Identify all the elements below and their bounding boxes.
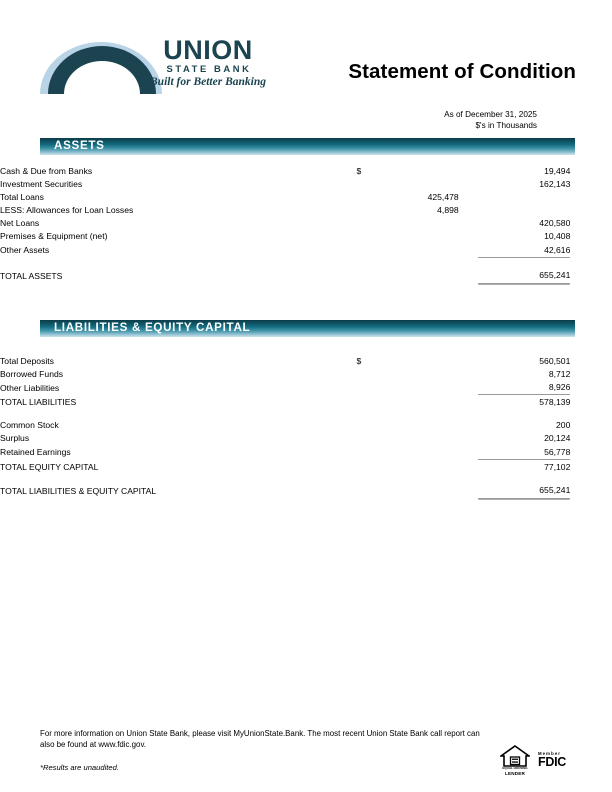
table-row (0, 217, 612, 230)
row-tail (570, 269, 612, 284)
subtotal-amount: 77,102 (478, 459, 571, 474)
currency-symbol (357, 269, 374, 284)
currency-symbol (357, 230, 374, 243)
column-gap (459, 459, 478, 474)
row-tail (570, 204, 612, 217)
currency-symbol: $ (356, 356, 362, 366)
row-label: Retained Earnings (0, 447, 71, 458)
subtotal-amount: 578,139 (478, 395, 571, 410)
row-label: Other Liabilities (0, 382, 60, 393)
row-subvalue (373, 244, 459, 258)
spacer (570, 474, 612, 484)
column-gap (459, 419, 478, 432)
currency-symbol (357, 381, 374, 395)
column-gap (459, 395, 478, 410)
row-amount: 420,580 (539, 218, 571, 229)
currency-symbol (357, 368, 374, 381)
spacer (478, 409, 571, 419)
logo-tagline: Built for Better Banking (150, 76, 266, 88)
row-label: Net Loans (0, 218, 40, 229)
row-label: Other Assets (0, 245, 50, 256)
bank-logo (40, 34, 272, 98)
currency-symbol (357, 459, 374, 474)
row-subvalue (373, 230, 459, 243)
spacer (0, 474, 357, 484)
column-gap (459, 368, 478, 381)
column-gap (459, 191, 478, 204)
subtotal-label: TOTAL EQUITY CAPITAL (0, 461, 99, 472)
footer-disclosure: For more information on Union State Bank, please visit MyUnionState.Bank. The most recent Union State Bank call report can also be found at www.fdic.gov. (40, 729, 480, 749)
section-spacer (0, 474, 612, 484)
row-tail (570, 419, 612, 432)
row-tail (570, 217, 612, 230)
page-title: Statement of Condition (348, 60, 576, 83)
row-label: LESS: Allowances for Loan Losses (0, 205, 134, 216)
row-label: Cash & Due from Banks (0, 166, 93, 176)
row-tail (570, 244, 612, 258)
column-gap (459, 269, 478, 284)
section-label-assets: ASSETS (54, 139, 105, 152)
currency-symbol (357, 395, 374, 410)
row-subvalue: 425,478 (427, 192, 459, 203)
column-gap (459, 446, 478, 460)
spacer (357, 474, 374, 484)
row-amount: 8,712 (548, 369, 571, 380)
table-row (0, 230, 612, 243)
currency-symbol (357, 204, 374, 217)
row-amount: 10,408 (544, 231, 571, 242)
row-subvalue (373, 419, 459, 432)
row-amount: 19,494 (544, 166, 571, 176)
column-gap (459, 217, 478, 230)
table-row (0, 191, 612, 204)
column-gap (459, 178, 478, 191)
row-label: Common Stock (0, 420, 59, 431)
row-subvalue (373, 368, 459, 381)
currency-symbol (357, 484, 374, 499)
column-gap (459, 381, 478, 395)
row-label: Investment Securities (0, 179, 83, 190)
row-subvalue (373, 178, 459, 191)
spacer (373, 484, 459, 499)
fdic-name-label: FDIC (538, 755, 566, 769)
column-gap (459, 204, 478, 217)
table-row (0, 355, 612, 368)
spacer (459, 474, 478, 484)
bank-wordmark (142, 37, 274, 89)
column-gap (459, 355, 478, 368)
row-subvalue (373, 381, 459, 395)
row-tail (570, 355, 612, 368)
grand-total-row (0, 484, 612, 499)
spacer (373, 474, 459, 484)
spacer (373, 395, 459, 410)
currency-symbol (357, 217, 374, 230)
row-amount: 162,143 (539, 179, 571, 190)
row-tail (570, 191, 612, 204)
spacer (570, 257, 612, 269)
total-label: TOTAL ASSETS (0, 271, 63, 282)
subtotal-label: TOTAL LIABILITIES (0, 397, 77, 408)
currency-symbol (357, 446, 374, 460)
spacer (0, 409, 357, 419)
equal-housing-line2: LENDER (504, 771, 526, 776)
column-gap (459, 230, 478, 243)
total-amount: 655,241 (478, 269, 571, 284)
logo-name-secondary: STATE BANK (166, 63, 252, 74)
row-label: Borrowed Funds (0, 369, 64, 380)
spacer (373, 459, 459, 474)
table-row (0, 446, 612, 460)
row-amount: 560,501 (539, 356, 571, 366)
table-row (0, 178, 612, 191)
as-of-block (444, 110, 537, 131)
section-label-liabilities: LIABILITIES & EQUITY CAPITAL (54, 321, 251, 334)
row-subvalue (373, 446, 459, 460)
spacer (357, 257, 374, 269)
total-liabilities-row (0, 395, 612, 410)
spacer (478, 474, 571, 484)
row-amount: 56,778 (544, 446, 571, 457)
section-header-liabilities (40, 320, 575, 337)
table-row (0, 244, 612, 258)
currency-units: $'s in Thousands (475, 120, 537, 130)
currency-symbol (357, 178, 374, 191)
currency-symbol (357, 432, 374, 445)
subtotal-rule (0, 257, 612, 269)
spacer (0, 257, 357, 269)
table-row (0, 368, 612, 381)
column-gap (459, 484, 478, 499)
row-amount: 8,926 (548, 382, 571, 393)
row-amount (478, 191, 571, 204)
spacer (459, 409, 478, 419)
row-subvalue: 4,898 (437, 205, 459, 216)
spacer (373, 409, 459, 419)
fdic-mark (538, 751, 578, 768)
currency-symbol (357, 419, 374, 432)
spacer (570, 409, 612, 419)
row-subvalue (373, 217, 459, 230)
spacer (373, 269, 459, 284)
row-tail (570, 178, 612, 191)
liabilities-table (0, 355, 612, 499)
row-amount: 20,124 (544, 433, 571, 444)
footer-unaudited-note: *Results are unaudited. (40, 763, 119, 772)
row-label: Total Loans (0, 192, 44, 203)
equal-housing-lender-label (498, 766, 532, 776)
row-tail (570, 446, 612, 460)
currency-symbol (357, 191, 374, 204)
row-tail (570, 165, 612, 178)
column-gap (459, 244, 478, 258)
row-label: Premises & Equipment (net) (0, 231, 108, 242)
fdic-member-label: Member (538, 751, 562, 756)
row-subvalue (373, 355, 459, 368)
table-row (0, 165, 612, 178)
row-amount: 200 (556, 420, 571, 431)
spacer (459, 257, 478, 269)
table-row (0, 381, 612, 395)
row-tail (570, 459, 612, 474)
as-of-date: As of December 31, 2025 (444, 110, 537, 119)
row-subvalue (373, 432, 459, 445)
currency-symbol (357, 244, 374, 258)
row-label: Total Deposits (0, 356, 54, 366)
row-amount: 42,616 (544, 244, 571, 255)
table-row (0, 432, 612, 445)
currency-symbol: $ (356, 166, 362, 176)
spacer (373, 257, 459, 269)
spacer (478, 257, 571, 269)
logo-name-primary: UNION (163, 35, 253, 65)
row-tail (570, 432, 612, 445)
row-tail (570, 230, 612, 243)
row-subvalue (373, 165, 459, 178)
total-equity-row (0, 459, 612, 474)
table-row (0, 419, 612, 432)
row-tail (570, 368, 612, 381)
column-gap (459, 432, 478, 445)
section-header-assets (40, 138, 575, 155)
spacer (357, 409, 374, 419)
row-tail (570, 484, 612, 499)
footer-compliance-marks (498, 745, 578, 775)
total-label: TOTAL LIABILITIES & EQUITY CAPITAL (0, 486, 157, 497)
row-tail (570, 381, 612, 395)
row-amount (478, 204, 571, 217)
assets-table (0, 165, 612, 284)
table-row (0, 204, 612, 217)
equal-housing-line1: EQUAL HOUSING (502, 766, 528, 770)
section-spacer (0, 409, 612, 419)
document-header (40, 34, 576, 100)
total-amount: 655,241 (478, 484, 571, 499)
total-assets-row (0, 269, 612, 284)
row-label: Surplus (0, 433, 30, 444)
row-tail (570, 395, 612, 410)
column-gap (459, 165, 478, 178)
